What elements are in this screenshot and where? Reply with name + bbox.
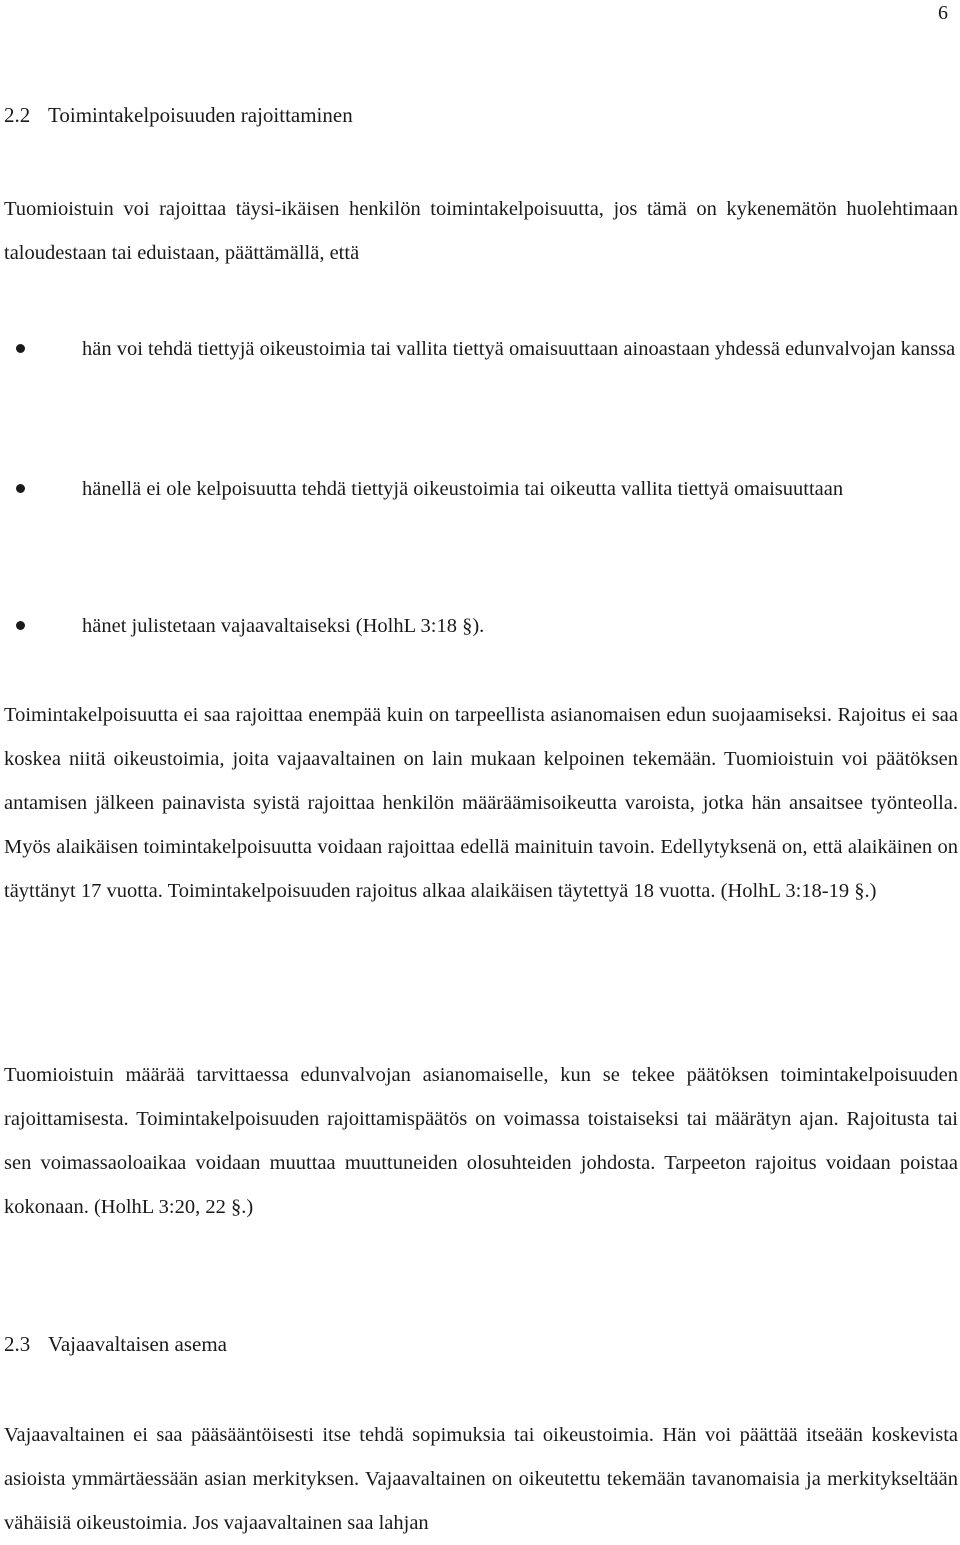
bullet-text: hänet julistetaan vajaavaltaiseksi (HolhL 3:18 §). [82,615,485,637]
section-number: 2.2 [4,103,31,127]
section-number: 2.3 [4,1332,31,1356]
intro-paragraph: Tuomioistuin voi rajoittaa täysi-ikäisen henkilön toimintakelpoisuutta, jos tämä on kykenemätön huolehtimaan taloudestaan tai eduistaan, päättämällä, että [4,198,958,264]
paragraph-restriction-limits: Toimintakelpoisuutta ei saa rajoittaa enempää kuin on tarpeellista asianomaisen edun suojaamiseksi. Rajoitus ei saa koskea niitä oikeustoimia, joita vajaavaltainen on lain mukaan kelpoinen tekemään. Tuomioistuin voi päätöksen antamisen jälkeen painavista syistä rajoittaa henkilön määräämisoikeutta varoista, jotka hän ansaitsee työnteolla. Myös alaikäisen toimintakelpoisuutta voidaan rajoittaa edellä mainituin tavoin. Edellytyksenä on, että alaikäinen on täyttänyt 17 vuotta. Toimintakelpoisuuden rajoitus alkaa alaikäisen täytettyä 18 vuotta. (HolhL 3:18-19 §.) [4,704,958,902]
bullet-dot-icon [16,484,25,493]
page-number: 6 [938,2,948,24]
section-title: Toimintakelpoisuuden rajoittaminen [48,103,353,127]
paragraph-incompetent-status: Vajaavaltainen ei saa pääsääntöisesti itse tehdä sopimuksia tai oikeustoimia. Hän voi päättää itseään koskevista asioista ymmärtäessään asian merkityksen. Vajaavaltainen on oikeutettu tekemään tavanomaisia ja merkitykseltään vähäisiä oikeustoimia. Jos vajaavaltainen saa lahjan [4,1424,958,1534]
paragraph-guardian-appointment: Tuomioistuin määrää tarvittaessa edunvalvojan asianomaiselle, kun se tekee päätöksen toimintakelpoisuuden rajoittamisesta. Toimintakelpoisuuden rajoittamispäätös on voimassa toistaiseksi tai määrätyn ajan. Rajoitusta tai sen voimassaoloaikaa voidaan muuttaa muuttuneiden olosuhteiden johdosta. Tarpeeton rajoitus voidaan poistaa kokonaan. (HolhL 3:20, 22 §.) [4,1064,958,1218]
bullet-dot-icon [16,344,25,353]
bullet-text: hän voi tehdä tiettyjä oikeustoimia tai vallita tiettyä omaisuuttaan ainoastaan yhdessä edunvalvojan kanssa [82,338,956,360]
section-title: Vajaavaltaisen asema [48,1332,227,1356]
section-heading-2-2 [4,103,353,128]
bullet-text: hänellä ei ole kelpoisuutta tehdä tiettyjä oikeustoimia tai oikeutta vallita tiettyä omaisuuttaan [82,478,844,500]
section-heading-2-3 [4,1332,227,1357]
bullet-dot-icon [16,621,25,630]
